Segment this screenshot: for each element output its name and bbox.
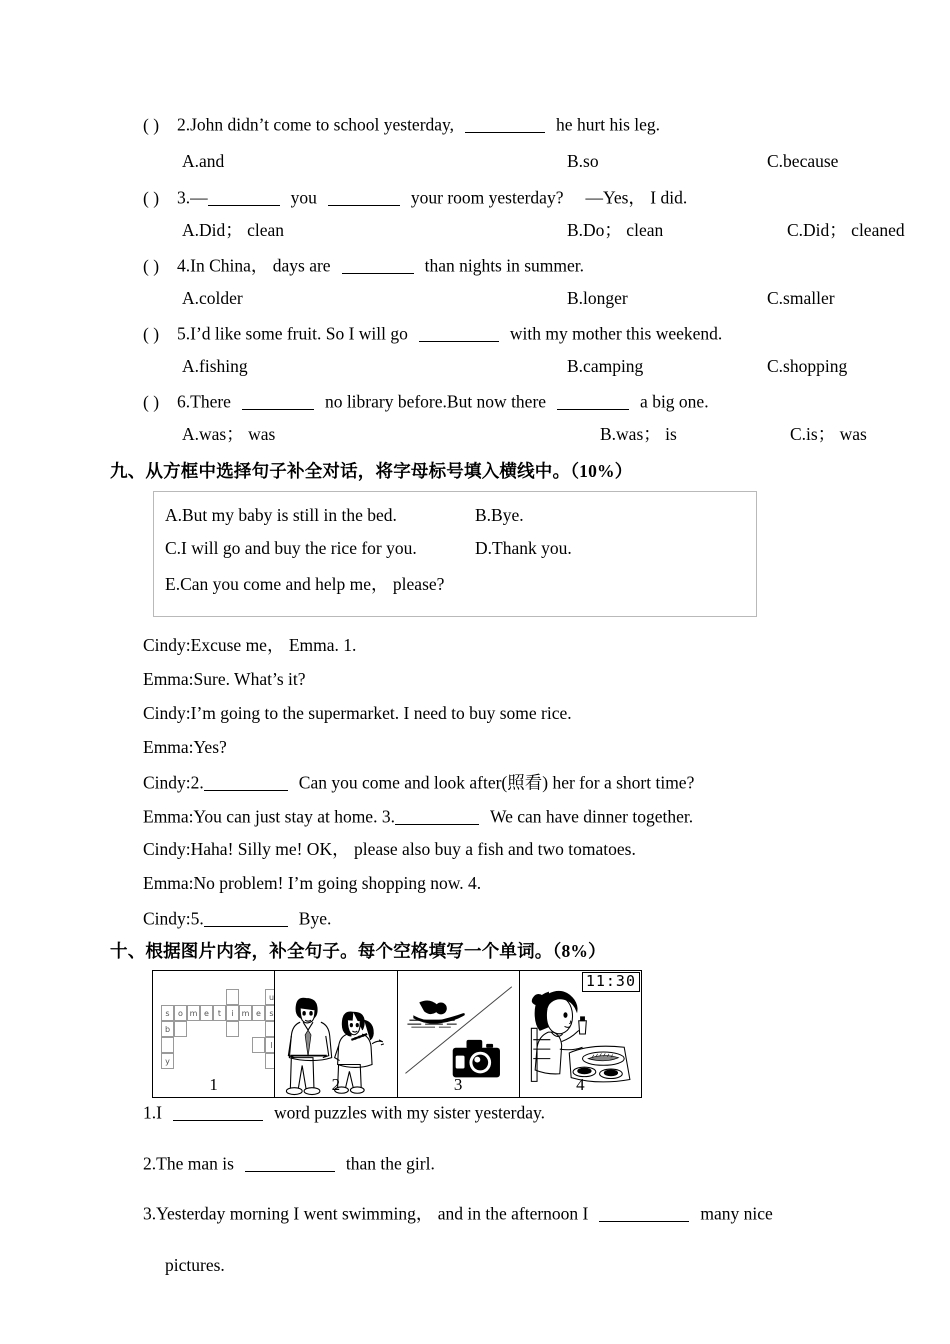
- dialogue-line-5: [143, 773, 694, 792]
- q3-dash: —: [190, 187, 208, 208]
- dialogue-blank-3[interactable]: [395, 807, 479, 825]
- fill-3-number: 3.: [143, 1203, 157, 1224]
- q6-number: 6.: [177, 391, 191, 412]
- fill-3-wrap-text: pictures.: [165, 1255, 225, 1275]
- section-ten-title: 十、根据图片内容，补全句子。每个空格填写一个单词。: [110, 942, 553, 962]
- q3-stem-mid: you: [290, 187, 317, 208]
- q4-stem-after: than nights in summer.: [424, 255, 585, 276]
- fill-2-before: The man is: [156, 1153, 234, 1174]
- fill-3-before: Yesterday morning I went swimming， and in the afternoon I: [156, 1203, 589, 1224]
- fill-1-number: 1.: [143, 1102, 157, 1123]
- section-ten-heading: [110, 938, 606, 963]
- dialogue-speaker-3: Cindy:: [143, 703, 191, 723]
- fill-sentence-1: [143, 1103, 545, 1122]
- q3-blank-1[interactable]: [208, 188, 280, 206]
- dialogue-speaker-2: Emma:: [143, 669, 194, 689]
- dialogue-text-1: Excuse me， Emma. 1.: [190, 635, 357, 655]
- q3-option-c[interactable]: C.Did； cleaned: [787, 220, 905, 240]
- dialogue-text-5: Can you come and look after(照看) her for a short time?: [298, 772, 695, 793]
- q5-stem-before: I’d like some fruit. So I will go: [190, 323, 408, 344]
- choice-box-row-3: [165, 571, 444, 596]
- dialogue-text-4: Yes?: [193, 737, 227, 757]
- dialogue-text-3: I’m going to the supermarket. I need to buy some rice.: [190, 703, 572, 723]
- q2-number: 2.: [177, 114, 191, 135]
- q4-stem-before: In China， days are: [190, 255, 331, 276]
- fill-1-blank[interactable]: [173, 1103, 263, 1121]
- answer-paren-4[interactable]: ( ): [143, 255, 160, 276]
- q5-option-a[interactable]: A.fishing: [182, 356, 248, 376]
- picture-number-2: 2: [331, 1075, 341, 1094]
- dialogue-number-9: 5.: [190, 908, 204, 929]
- answer-paren-5[interactable]: ( ): [143, 323, 160, 344]
- picture-table: [152, 970, 642, 1098]
- q5-stem-after: with my mother this weekend.: [509, 323, 723, 344]
- q6-option-a[interactable]: A.was； was: [182, 424, 276, 444]
- mc-question-2: [143, 115, 660, 134]
- q6-option-c[interactable]: C.is； was: [790, 424, 867, 444]
- choice-box-row-1: [165, 505, 524, 526]
- dialogue-speaker-5: Cindy:: [143, 772, 191, 793]
- mc-options-5: [182, 356, 848, 376]
- mc-question-5: [143, 324, 722, 343]
- dialogue-line-6: [143, 807, 693, 826]
- dialogue-text-6-before: You can just stay at home.: [193, 806, 382, 827]
- dialogue-line-3: [143, 705, 572, 723]
- section-nine-heading: [110, 458, 632, 483]
- fill-3-after: many nice: [700, 1203, 773, 1224]
- q5-option-b[interactable]: B.camping: [567, 356, 644, 376]
- q6-stem-before: There: [190, 391, 231, 412]
- choice-box-row-2: [165, 538, 572, 559]
- q5-option-c[interactable]: C.shopping: [767, 356, 848, 376]
- dialogue-blank-5[interactable]: [204, 909, 288, 927]
- fill-2-number: 2.: [143, 1153, 157, 1174]
- fill-1-before: I: [156, 1102, 162, 1123]
- mc-options-2: [182, 151, 839, 171]
- picture-number-1: 1: [209, 1075, 218, 1094]
- mc-options-6: [182, 424, 867, 444]
- q3-option-b[interactable]: B.Do； clean: [567, 220, 664, 240]
- q4-blank[interactable]: [342, 256, 414, 274]
- q4-option-b[interactable]: B.longer: [567, 288, 628, 308]
- q2-blank[interactable]: [465, 115, 545, 133]
- section-nine-score: （10%）: [570, 461, 633, 481]
- section-ten-score: （8%）: [552, 941, 606, 961]
- camera-icon: [452, 1040, 499, 1077]
- fill-sentence-2: [143, 1154, 435, 1173]
- picture-number-3: 3: [453, 1075, 463, 1094]
- dialogue-text-6-after: We can have dinner together.: [489, 806, 694, 827]
- fill-sentence-3: [143, 1204, 773, 1223]
- q6-blank-1[interactable]: [242, 392, 314, 410]
- dialogue-blank-2[interactable]: [204, 773, 288, 791]
- q3-option-a[interactable]: A.Did； clean: [182, 220, 285, 240]
- fill-1-after: word puzzles with my sister yesterday.: [273, 1102, 545, 1123]
- sentence-choice-box: [153, 491, 757, 617]
- dialogue-text-2: Sure. What’s it?: [193, 669, 306, 689]
- q4-option-a[interactable]: A.colder: [182, 288, 243, 308]
- dialogue-line-9: [143, 909, 331, 928]
- dialogue-line-2: [143, 671, 306, 689]
- fill-2-after: than the girl.: [345, 1153, 435, 1174]
- q4-option-c[interactable]: C.smaller: [767, 288, 835, 308]
- q3-stem-reply: —Yes， I did.: [585, 187, 688, 208]
- swimmer-icon: [407, 1000, 464, 1027]
- choice-option-b[interactable]: B.Bye.: [475, 505, 524, 525]
- section-nine-title: 九、从方框中选择句子补全对话，将字母标号填入横线中。: [110, 462, 571, 482]
- dialogue-line-1: [143, 637, 356, 655]
- q2-option-a[interactable]: A.and: [182, 151, 225, 171]
- dialogue-speaker-4: Emma:: [143, 737, 194, 757]
- fill-sentence-3-wrap: [165, 1257, 225, 1275]
- fill-2-blank[interactable]: [245, 1154, 335, 1172]
- answer-paren-6[interactable]: ( ): [143, 391, 160, 412]
- mc-options-3: [182, 220, 905, 240]
- q6-stem-mid: no library before.But now there: [324, 391, 547, 412]
- mc-question-4: [143, 256, 584, 275]
- choice-option-c[interactable]: C.I will go and buy the rice for you.: [165, 538, 417, 558]
- q2-stem-after: he hurt his leg.: [556, 114, 661, 135]
- q6-option-b[interactable]: B.was； is: [600, 424, 677, 444]
- dialogue-line-8: [143, 875, 481, 893]
- dialogue-number-5: 2.: [190, 772, 204, 793]
- picture-cell-4: [520, 971, 641, 1097]
- choice-option-d[interactable]: D.Thank you.: [475, 538, 572, 558]
- q2-option-c[interactable]: C.because: [767, 151, 839, 171]
- clock-display: 11:30: [582, 972, 640, 992]
- q6-blank-2[interactable]: [557, 392, 629, 410]
- q4-number: 4.: [177, 255, 191, 276]
- mc-question-6: [143, 392, 709, 411]
- picture-cell-3: [398, 971, 520, 1097]
- dialogue-text-9: Bye.: [298, 908, 332, 929]
- mc-options-4: [182, 288, 835, 308]
- dialogue-text-8: No problem! I’m going shopping now. 4.: [193, 873, 482, 893]
- q2-option-b[interactable]: B.so: [567, 151, 599, 171]
- answer-paren-2[interactable]: ( ): [143, 114, 160, 135]
- dialogue-speaker-9: Cindy:: [143, 908, 191, 929]
- dialogue-number-6: 3.: [381, 806, 395, 827]
- mc-question-3: [143, 188, 687, 207]
- dialogue-text-7: Haha! Silly me! OK， please also buy a fish and two tomatoes.: [190, 839, 636, 859]
- dialogue-speaker-1: Cindy:: [143, 635, 191, 655]
- answer-paren-3[interactable]: ( ): [143, 187, 160, 208]
- q6-stem-after: a big one.: [640, 391, 709, 412]
- q5-number: 5.: [177, 323, 191, 344]
- q3-number: 3.: [177, 187, 191, 208]
- q3-stem-after: your room yesterday?: [410, 187, 564, 208]
- picture-number-4: 4: [576, 1075, 585, 1094]
- picture-cell-2: [275, 971, 397, 1097]
- dialogue-line-7: [143, 841, 636, 859]
- fill-3-blank[interactable]: [599, 1204, 689, 1222]
- picture-cell-1: s o m e t i m e s u l b y 1: [153, 971, 275, 1097]
- q5-blank[interactable]: [419, 324, 499, 342]
- dialogue-line-4: [143, 739, 227, 757]
- choice-option-e[interactable]: E.Can you come and help me， please?: [165, 574, 445, 594]
- q3-blank-2[interactable]: [328, 188, 400, 206]
- choice-option-a[interactable]: A.But my baby is still in the bed.: [165, 505, 397, 525]
- dialogue-speaker-6: Emma:: [143, 806, 194, 827]
- dialogue-speaker-8: Emma:: [143, 873, 194, 893]
- q2-stem-before: John didn’t come to school yesterday,: [190, 114, 455, 135]
- dialogue-speaker-7: Cindy:: [143, 839, 191, 859]
